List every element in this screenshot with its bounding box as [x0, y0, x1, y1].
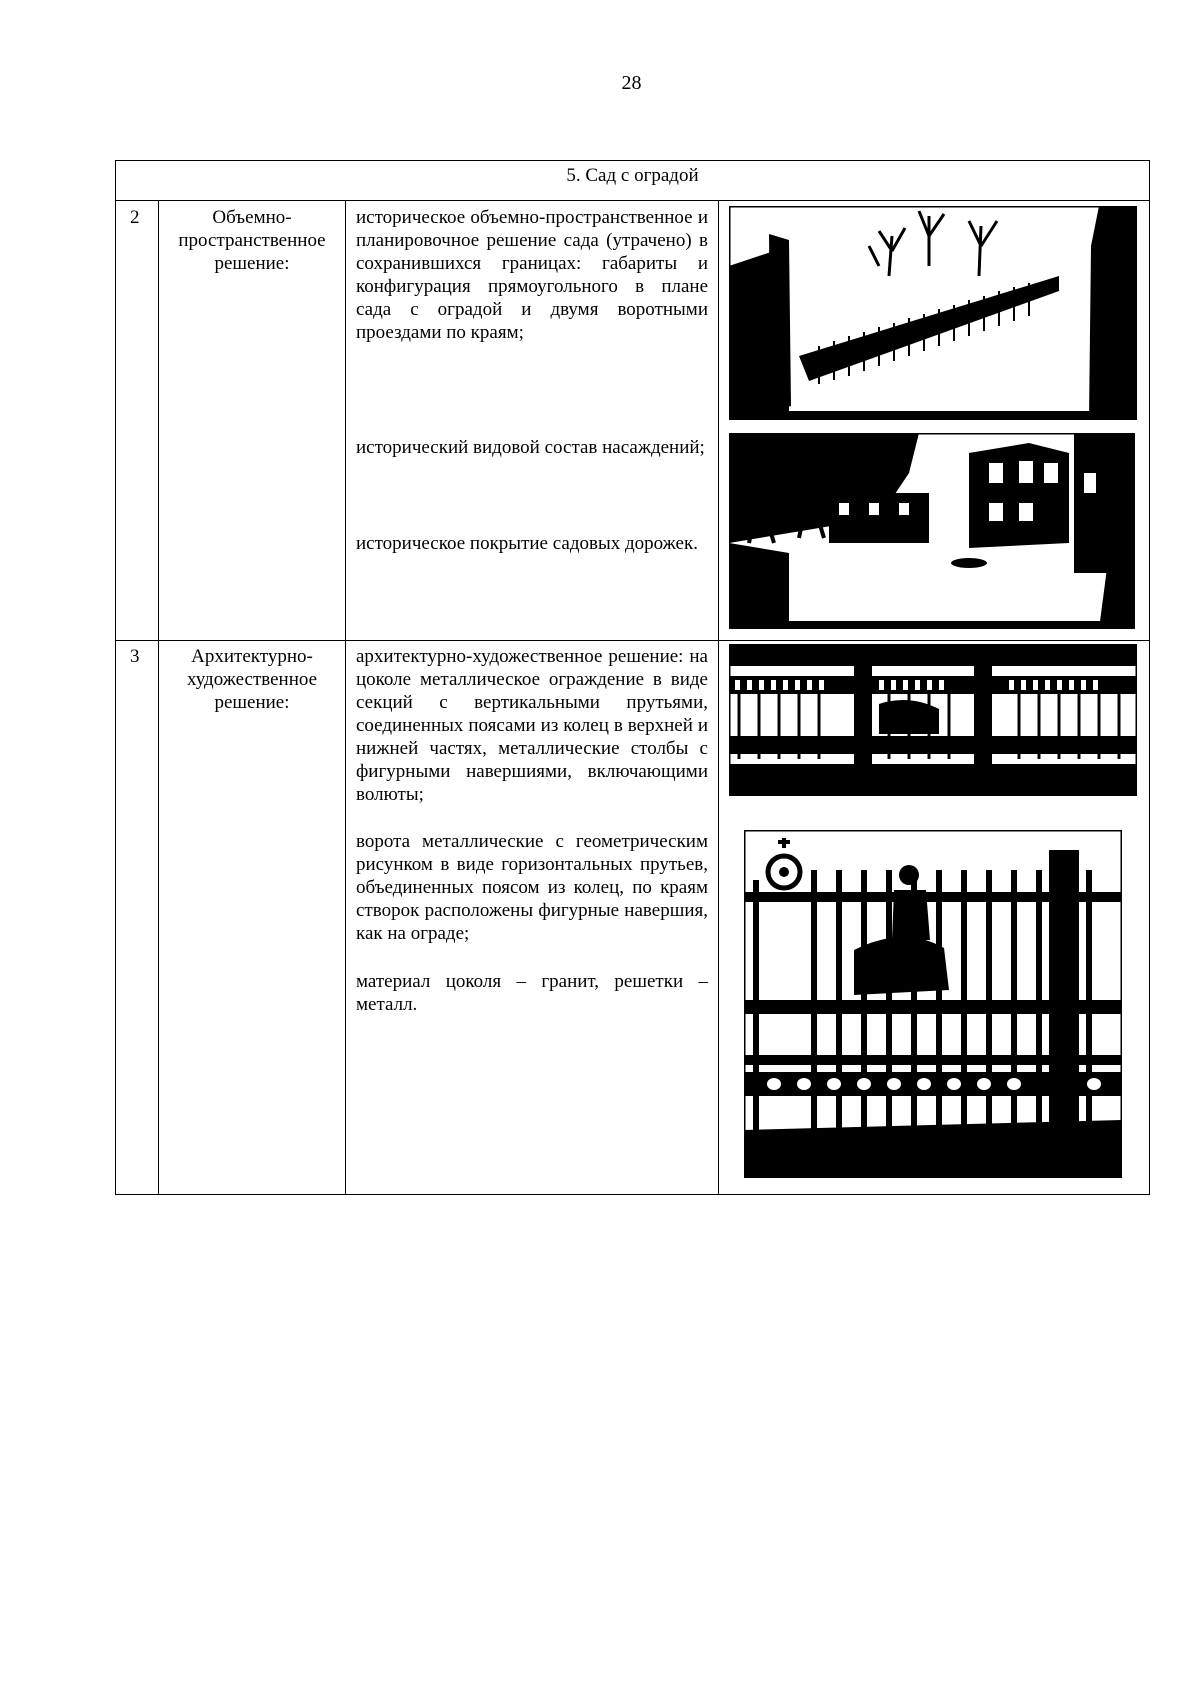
row-paragraph: архитектурно-художественное решение: на цоколе металлическое ограждение в виде секций с вертикальными прутьями, соединенных поясами из колец в верхней и нижней частях, металлические столбы с фигурными навершиями, включающими волюты;: [356, 646, 708, 805]
page-number: 28: [621, 72, 642, 94]
row-name: Архитектурно-художественное решение:: [186, 646, 318, 713]
section-title: 5. Сад с оградой: [566, 165, 699, 186]
row-divider: [115, 640, 1150, 641]
row-paragraph: ворота металлические с геометрическим рисунком в виде горизонтальных прутьев, объединенных поясом из колец, по краям створок расположены фигурные навершия, как на ограде;: [356, 831, 708, 944]
metal-gate-closeup-photo: [744, 830, 1122, 1178]
col-divider: [158, 200, 159, 1195]
row-number: 3: [130, 646, 140, 667]
row-paragraph: историческое покрытие садовых дорожек.: [356, 533, 698, 554]
header-divider: [115, 200, 1150, 201]
row-number: 2: [130, 207, 140, 228]
row-paragraph: историческое объемно-пространственное и планировочное решение сада (утрачено) в сохранившихся границах: габариты и конфигурация прямоугольного в плане сада с оградой и двумя воротными проездами по краям;: [356, 207, 708, 343]
row-name: Объемно-пространственное решение:: [178, 207, 326, 274]
garden-trees-buildings-photo: [729, 433, 1135, 629]
col-divider: [345, 200, 346, 1195]
fence-sections-photo: [729, 644, 1137, 796]
col-divider: [718, 200, 719, 1195]
row-paragraph: материал цоколя – гранит, решетки – металл.: [356, 971, 708, 1015]
garden-fence-street-photo: [729, 206, 1137, 420]
row-paragraph: исторический видовой состав насаждений;: [356, 437, 705, 458]
